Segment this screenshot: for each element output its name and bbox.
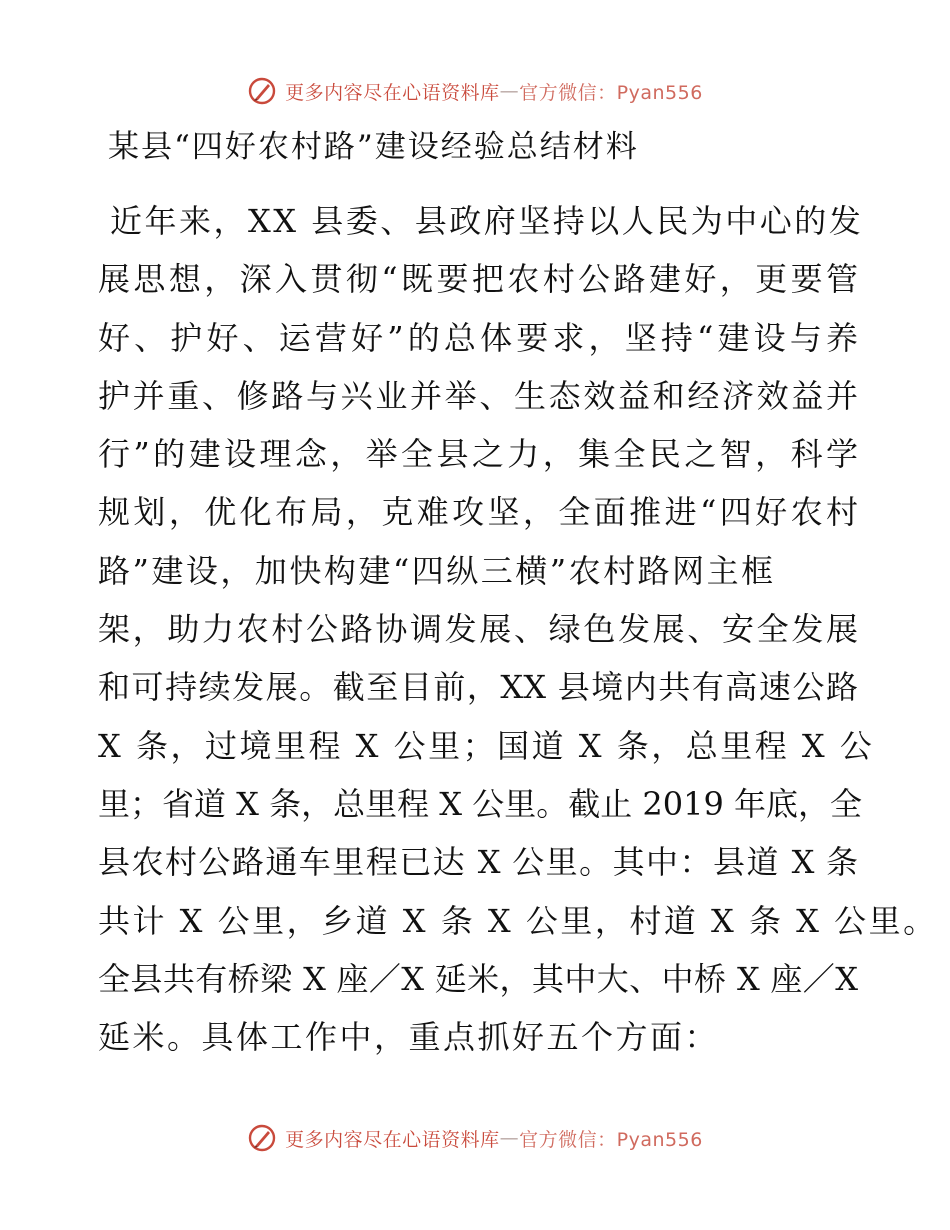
- paragraph-line: X 条，过境里程 X 公里；国道 X 条，总里程 X 公: [98, 726, 875, 765]
- watermark-brand: 更多内容尽在心语资料库: [285, 1128, 500, 1151]
- paragraph-line: 和可持续发展。截至目前，XX 县境内共有高速公路: [98, 668, 858, 707]
- paragraph-line: 行”的建设理念，举全县之力，集全民之智，科学: [98, 435, 858, 474]
- watermark-wechat: 官方微信：Pyan556: [519, 81, 703, 104]
- document-title: 某县“四好农村路”建设经验总结材料: [108, 129, 639, 165]
- quill-pen-logo-icon: [247, 1123, 277, 1153]
- paragraph-line: 展思想，深入贯彻“既要把农村公路建好，更要管: [98, 260, 858, 299]
- paragraph-line: 护并重、修路与兴业并举、生态效益和经济效益并: [98, 376, 858, 415]
- watermark-brand: 更多内容尽在心语资料库: [285, 81, 500, 104]
- paragraph-line: 规划，优化布局，克难攻坚，全面推进“四好农村: [98, 493, 858, 532]
- quill-pen-logo-icon: [247, 76, 277, 106]
- footer-watermark: [0, 1118, 950, 1158]
- paragraph-line: 共计 X 公里，乡道 X 条 X 公里，村道 X 条 X 公里。: [98, 901, 938, 940]
- paragraph-line: 近年来，XX 县委、县政府坚持以人民为中心的发: [110, 202, 864, 240]
- watermark-wechat: 官方微信：Pyan556: [519, 1128, 703, 1151]
- paragraph-line: 县农村公路通车里程已达 X 公里。其中：县道 X 条: [98, 843, 858, 882]
- paragraph-line: 路”建设，加快构建“四纵三横”农村路网主框: [98, 551, 776, 590]
- header-watermark: [0, 71, 950, 111]
- watermark-dash: —: [499, 1127, 520, 1149]
- document-body: [98, 192, 938, 1066]
- paragraph-line: 延米。具体工作中，重点抓好五个方面：: [98, 1018, 720, 1057]
- paragraph-line: 架，助力农村公路协调发展、绿色发展、安全发展: [98, 610, 858, 649]
- paragraph-line: 里；省道 X 条，总里程 X 公里。截止 2019 年底，全: [98, 784, 863, 823]
- watermark-dash: —: [499, 80, 520, 102]
- paragraph-line: 全县共有桥梁 X 座／X 延米，其中大、中桥 X 座／X: [98, 959, 858, 998]
- paragraph-line: 好、护好、运营好”的总体要求，坚持“建设与养: [98, 318, 858, 357]
